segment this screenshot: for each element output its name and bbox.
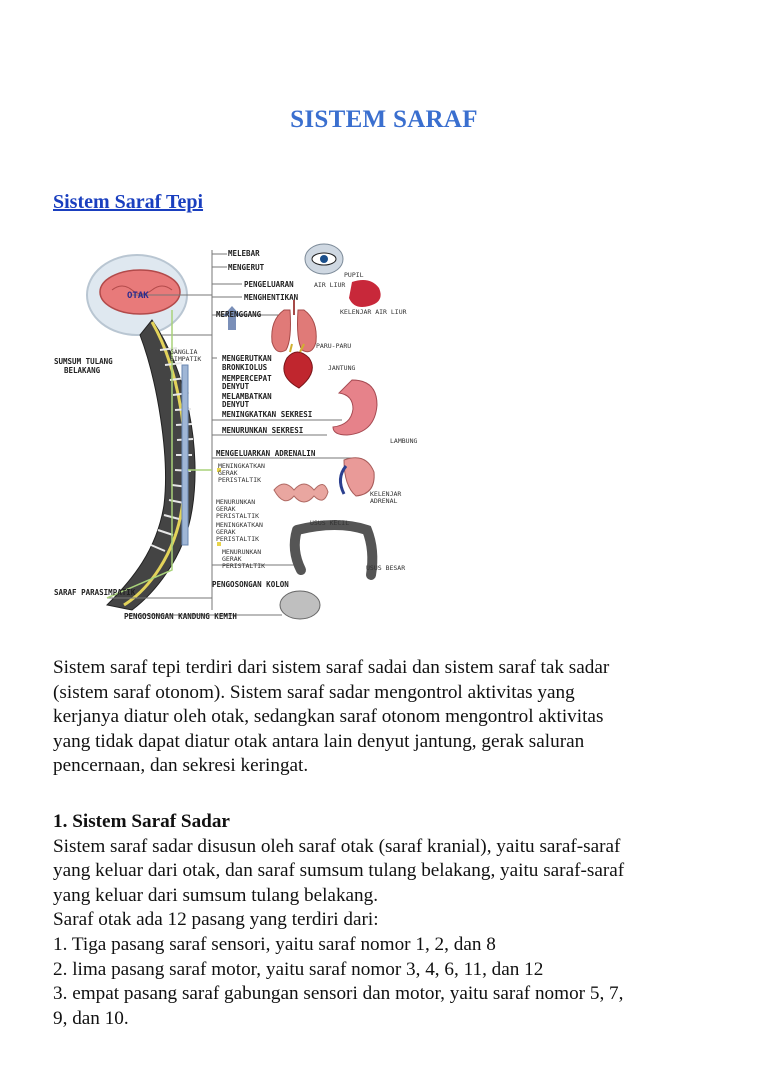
label-mengerutkan-2: BRONKIOLUS <box>222 363 268 372</box>
label-meningkatkan-sekresi: MENINGKATKAN SEKRESI <box>222 410 313 419</box>
label-mengerutkan-1: MENGERUTKAN <box>222 354 272 363</box>
text-line: Sistem saraf sadar disusun oleh saraf otak (saraf kranial), yaitu saraf-saraf <box>53 835 621 857</box>
label-menghentikan: MENGHENTIKAN <box>244 293 299 302</box>
label-melebar: MELEBAR <box>228 249 260 258</box>
salivary-gland-illustration <box>349 280 381 307</box>
label-kelenjar-adrenal-2: ADRENAL <box>370 497 398 505</box>
nervous-system-diagram <box>52 240 422 632</box>
label-jantung: JANTUNG <box>328 364 356 372</box>
ganglia-column <box>182 365 188 545</box>
label-mengerut: MENGERUT <box>228 263 265 272</box>
label-ganglia-1: GANGLIA <box>170 348 198 356</box>
section-link-sistem-saraf-tepi[interactable]: Sistem Saraf Tepi <box>53 191 204 213</box>
label-meningkatkan-gerak-1b: GERAK <box>218 469 238 477</box>
lungs-illustration <box>272 310 317 352</box>
label-menurunkan-gerak-2a: MENURUNKAN <box>222 548 262 556</box>
list-item: 2. lima pasang saraf motor, yaitu saraf nomor 3, 4, 6, 11, dan 12 <box>53 958 544 980</box>
bladder-illustration <box>280 591 320 619</box>
label-air-liur: AIR LIUR <box>314 281 346 289</box>
label-mengeluarkan-adrenalin: MENGELUARKAN ADRENALIN <box>216 449 316 458</box>
label-pengosongan-kandung-kemih: PENGOSONGAN KANDUNG KEMIH <box>124 612 237 621</box>
label-ganglia-2: SIMPATIK <box>170 355 202 363</box>
label-meningkatkan-gerak-2b: GERAK <box>216 528 236 536</box>
label-kelenjar-air-liur: KELENJAR AIR LIUR <box>340 308 407 316</box>
label-sumsum-2: BELAKANG <box>64 366 101 375</box>
page-title: SISTEM SARAF <box>290 106 478 133</box>
label-pengeluaran: PENGELUARAN <box>244 280 294 289</box>
text-line: Saraf otak ada 12 pasang yang terdiri dari: <box>53 909 379 931</box>
text-line: (sistem saraf otonom). Sistem saraf sadar mengontrol aktivitas yang <box>53 681 575 703</box>
text-line: yang keluar dari sumsum tulang belakang. <box>53 884 379 906</box>
label-meningkatkan-gerak-1c: PERISTALTIK <box>218 476 262 484</box>
label-usus-kecil: USUS KECIL <box>310 519 350 527</box>
text-line: yang tidak dapat diatur otak antara lain denyut jantung, gerak saluran <box>53 730 585 752</box>
label-menurunkan-gerak-1a: MENURUNKAN <box>216 498 256 506</box>
label-usus-besar: USUS BESAR <box>366 564 406 572</box>
label-meningkatkan-gerak-1a: MENINGKATKAN <box>218 462 265 470</box>
label-merenggang: MERENGGANG <box>216 310 262 319</box>
label-mempercepat-1: MEMPERCEPAT <box>222 374 272 383</box>
label-otak: OTAK <box>127 291 149 301</box>
label-melambatkan-2: DENYUT <box>222 400 250 409</box>
label-paru-paru: PARU-PARU <box>316 342 352 350</box>
list-item: 9, dan 10. <box>53 1007 129 1029</box>
list-item: 3. empat pasang saraf gabungan sensori dan motor, yaitu saraf nomor 5, 7, <box>53 983 624 1005</box>
section-heading: 1. Sistem Saraf Sadar <box>53 811 230 832</box>
small-intestine-illustration <box>274 484 328 502</box>
label-meningkatkan-gerak-2c: PERISTALTIK <box>216 535 260 543</box>
label-menurunkan-gerak-1c: PERISTALTIK <box>216 512 260 520</box>
label-meningkatkan-gerak-2a: MENINGKATKAN <box>216 521 263 529</box>
text-line: yang keluar dari otak, dan saraf sumsum tulang belakang, yaitu saraf-saraf <box>53 860 625 882</box>
label-lambung: LAMBUNG <box>390 437 418 445</box>
list-item: 1. Tiga pasang saraf sensori, yaitu saraf nomor 1, 2, dan 8 <box>53 933 496 955</box>
label-menurunkan-gerak-1b: GERAK <box>216 505 236 513</box>
label-melambatkan-1: MELAMBATKAN <box>222 392 272 401</box>
label-pupil: PUPIL <box>344 271 364 279</box>
label-kelenjar-adrenal-1: KELENJAR <box>370 490 402 498</box>
label-sumsum-1: SUMSUM TULANG <box>54 357 113 366</box>
label-menurunkan-gerak-2b: GERAK <box>222 555 242 563</box>
text-line: kerjanya diatur oleh otak, sedangkan saraf otonom mengontrol aktivitas <box>53 706 604 728</box>
text-line: pencernaan, dan sekresi keringat. <box>53 755 309 777</box>
heart-illustration <box>284 352 312 388</box>
label-mempercepat-2: DENYUT <box>222 382 250 391</box>
paragraph-intro <box>53 656 723 779</box>
label-saraf-parasimpatik: SARAF PARASIMPATIK <box>54 588 136 597</box>
stomach-illustration <box>333 380 377 435</box>
text-line: Sistem saraf tepi terdiri dari sistem saraf sadai dan sistem saraf tak sadar <box>53 657 610 678</box>
section-sistem-saraf-sadar <box>53 810 723 1031</box>
label-pengosongan-kolon: PENGOSONGAN KOLON <box>212 580 289 589</box>
label-menurunkan-sekresi: MENURUNKAN SEKRESI <box>222 426 304 435</box>
large-intestine-illustration <box>295 525 373 575</box>
label-menurunkan-gerak-2c: PERISTALTIK <box>222 562 266 570</box>
